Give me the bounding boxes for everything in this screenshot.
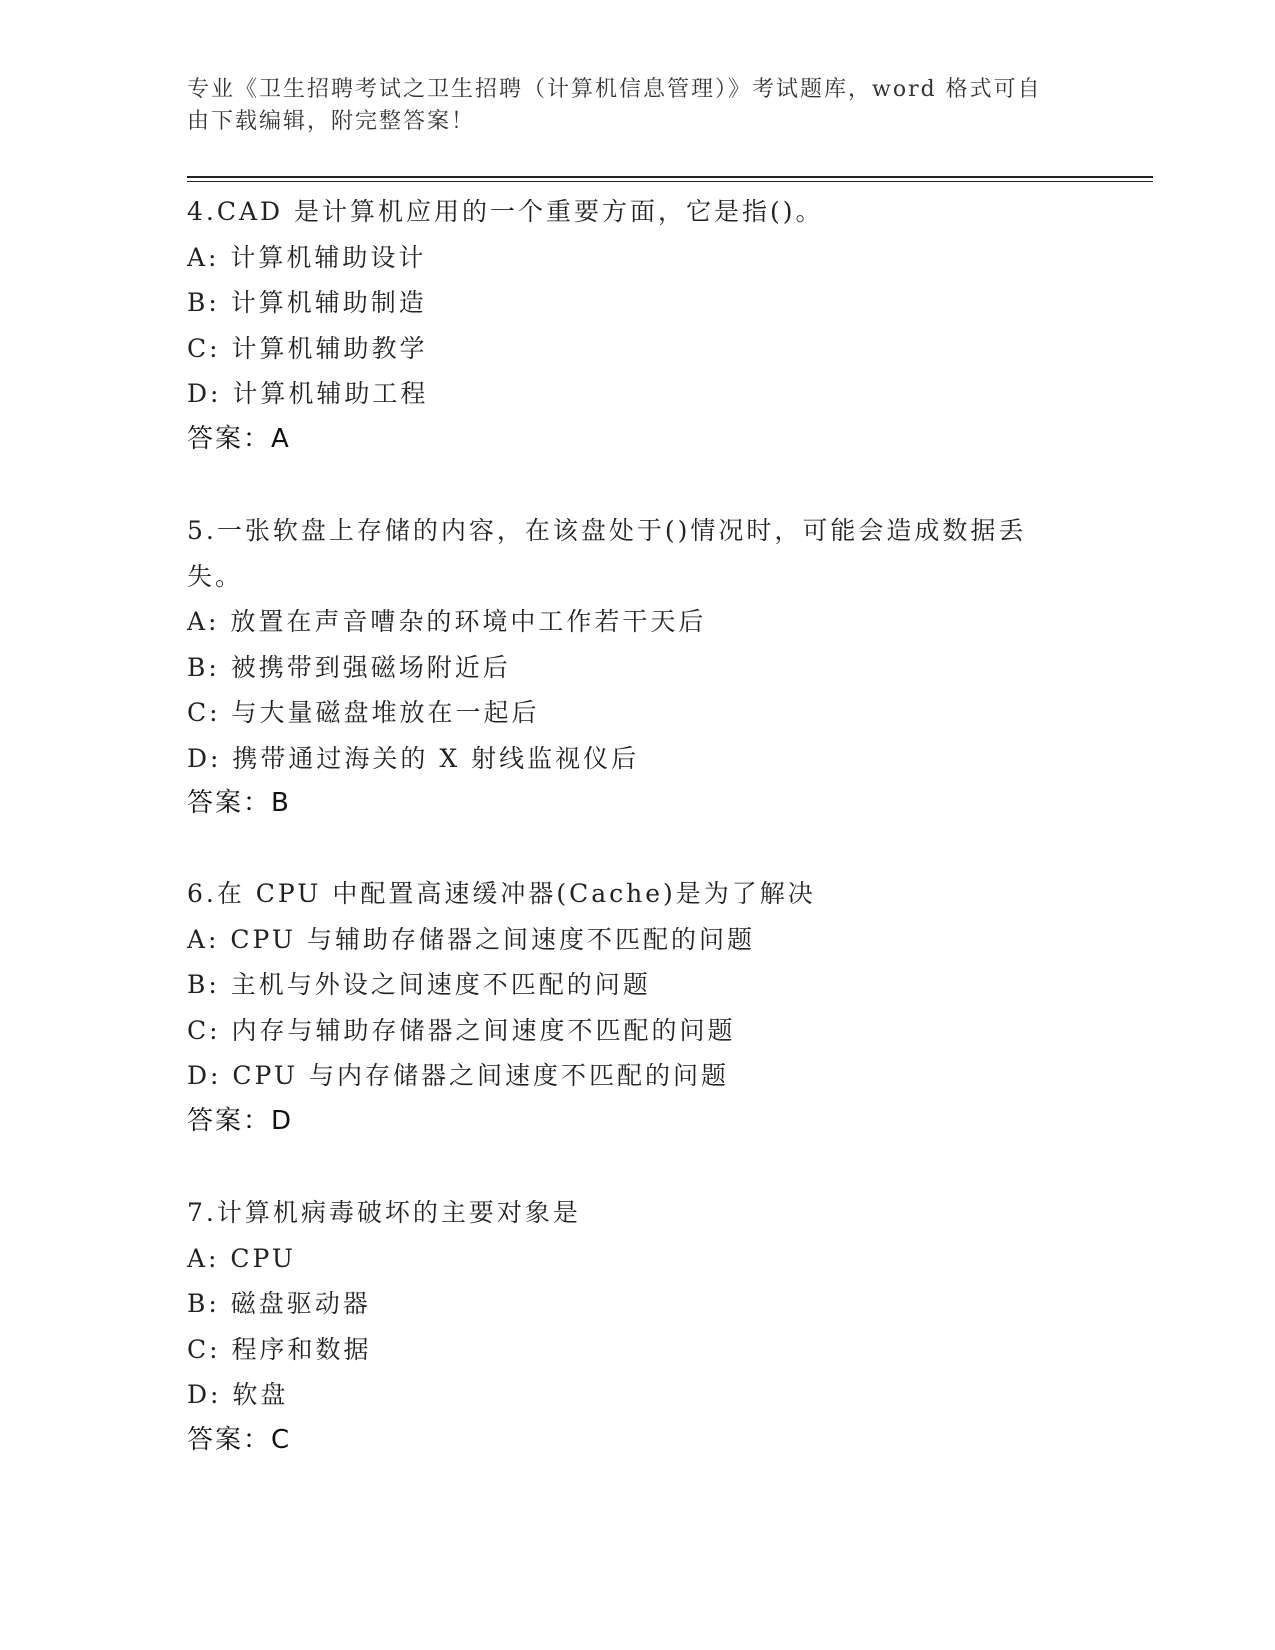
answer-label: 答案：C	[187, 1424, 292, 1455]
question-text: 5.一张软盘上存储的内容，在该盘处于()情况时，可能会造成数据丢失。	[187, 516, 1027, 591]
option-d: D: 携带通过海关的 X 射线监视仪后	[187, 743, 640, 773]
option-a: A: 计算机辅助设计	[187, 242, 427, 272]
option-c: C: 内存与辅助存储器之间速度不匹配的问题	[187, 1015, 736, 1045]
option-a: A: CPU 与辅助存储器之间速度不匹配的问题	[187, 924, 755, 954]
option-a: A: CPU	[187, 1243, 297, 1273]
option-c: C: 与大量磁盘堆放在一起后	[187, 698, 540, 727]
header-divider-thick	[187, 176, 1153, 178]
header-divider-thin	[187, 181, 1153, 182]
header-line-1: 专业《卫生招聘考试之卫生招聘（计算机信息管理）》考试题库，word 格式可自	[187, 77, 1042, 102]
answer-label: 答案：A	[187, 423, 291, 454]
option-b: B: 磁盘驱动器	[187, 1289, 371, 1318]
question-text: 4.CAD 是计算机应用的一个重要方面，它是指()。	[187, 197, 824, 226]
option-a: A: 放置在声音嘈杂的环境中工作若干天后	[187, 607, 707, 636]
option-d: D: CPU 与内存储器之间速度不匹配的问题	[187, 1061, 729, 1090]
option-c: C: 计算机辅助教学	[187, 333, 428, 363]
question-7	[187, 1190, 1067, 1463]
option-b: B: 主机与外设之间速度不匹配的问题	[187, 970, 651, 999]
option-c: C: 程序和数据	[187, 1334, 372, 1364]
question-4	[187, 189, 1067, 462]
option-b: B: 计算机辅助制造	[187, 288, 427, 317]
question-5	[187, 508, 1067, 827]
question-text: 7.计算机病毒破坏的主要对象是	[187, 1198, 581, 1227]
answer-label: 答案：D	[187, 1105, 294, 1136]
option-b: B: 被携带到强磁场附近后	[187, 652, 511, 682]
option-d: D: 软盘	[187, 1380, 289, 1409]
answer-label: 答案：B	[187, 788, 291, 818]
header-line-2: 由下载编辑，附完整答案！	[187, 109, 476, 134]
option-d: D: 计算机辅助工程	[187, 379, 429, 408]
document-header	[187, 74, 1067, 138]
question-text: 6.在 CPU 中配置高速缓冲器(Cache)是为了解决	[187, 879, 816, 908]
question-6	[187, 871, 1067, 1144]
